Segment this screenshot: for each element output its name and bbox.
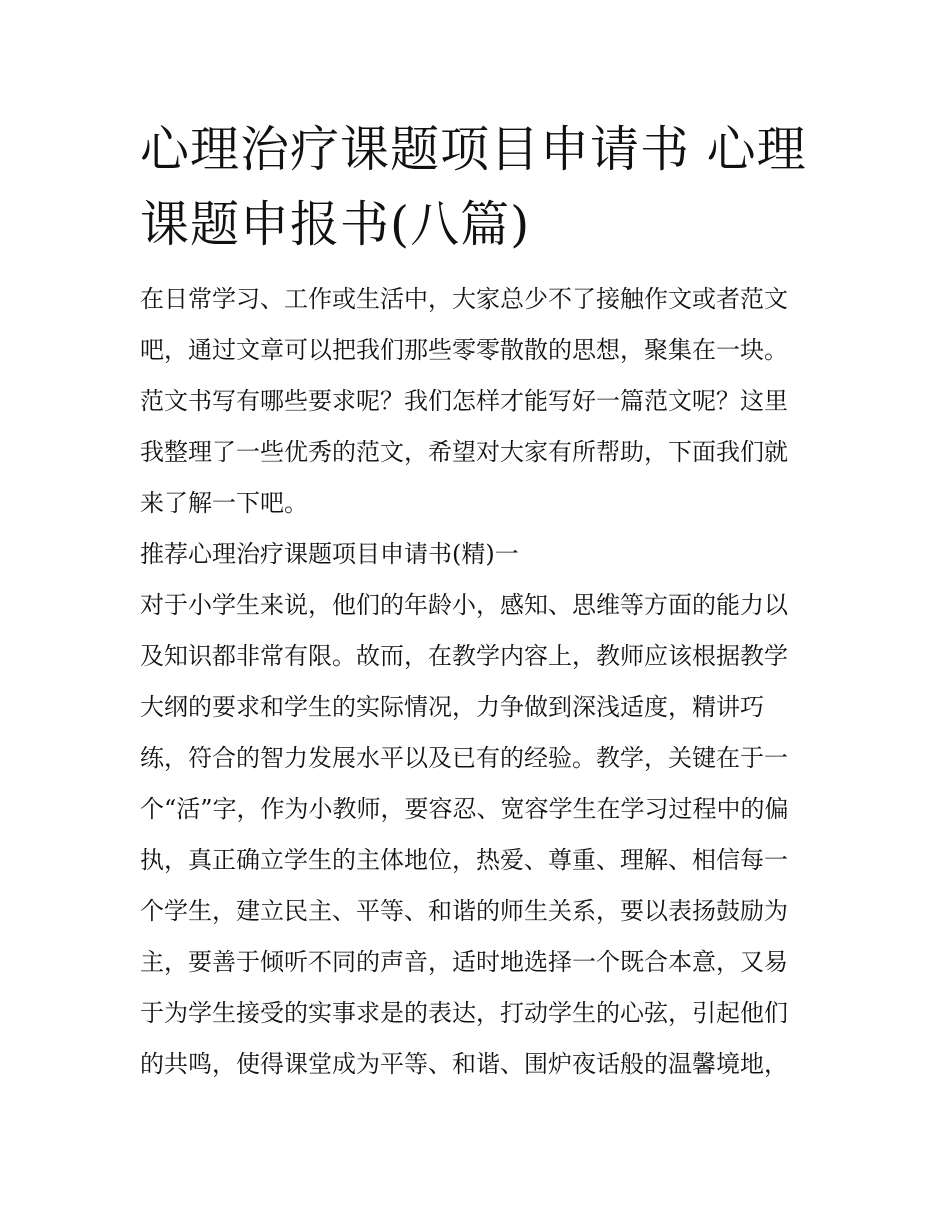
text-line: 我整理了一些优秀的范文，希望对大家有所帮助，下面我们就 [140,438,788,466]
document-page [140,112,820,1090]
text-line: 执，真正确立学生的主体地位，热爱、尊重、理解、相信每一 [140,846,788,874]
intro-paragraph [140,274,820,529]
text-line: 对于小学生来说，他们的年龄小，感知、思维等方面的能力以 [140,591,788,619]
text-line: 于为学生接受的实事求是的表达，打动学生的心弦，引起他们 [140,999,788,1027]
text-line: 及知识都非常有限。故而，在教学内容上，教师应该根据教学 [140,642,788,670]
text-line: 来了解一下吧。 [140,489,308,517]
text-line: 个学生，建立民主、平等、和谐的师生关系，要以表扬鼓励为 [140,897,788,925]
text-line: 大纲的要求和学生的实际情况，力争做到深浅适度，精讲巧 [140,693,764,721]
text-line: 吧，通过文章可以把我们那些零零散散的思想，聚集在一块。 [140,336,788,364]
text-line: 练，符合的智力发展水平以及已有的经验。教学，关键在于一 [140,744,788,772]
title-line: 心理治疗课题项目申请书 心理 [140,121,807,178]
text-line: 个“活”字，作为小教师，要容忍、宽容学生在学习过程中的偏 [140,795,789,823]
text-line: 主，要善于倾听不同的声音，适时地选择一个既合本意，又易 [140,948,788,976]
text-line: 在日常学习、工作或生活中，大家总少不了接触作文或者范文 [140,285,788,313]
document-title [140,112,820,262]
section-heading: 推荐心理治疗课题项目申请书(精)一 [140,540,519,568]
text-line: 范文书写有哪些要求呢？我们怎样才能写好一篇范文呢？这里 [140,387,788,415]
text-line: 的共鸣，使得课堂成为平等、和谐、围炉夜话般的温馨境地， [140,1050,788,1078]
body-paragraph [140,580,820,1090]
title-line: 课题申报书(八篇) [140,196,531,253]
